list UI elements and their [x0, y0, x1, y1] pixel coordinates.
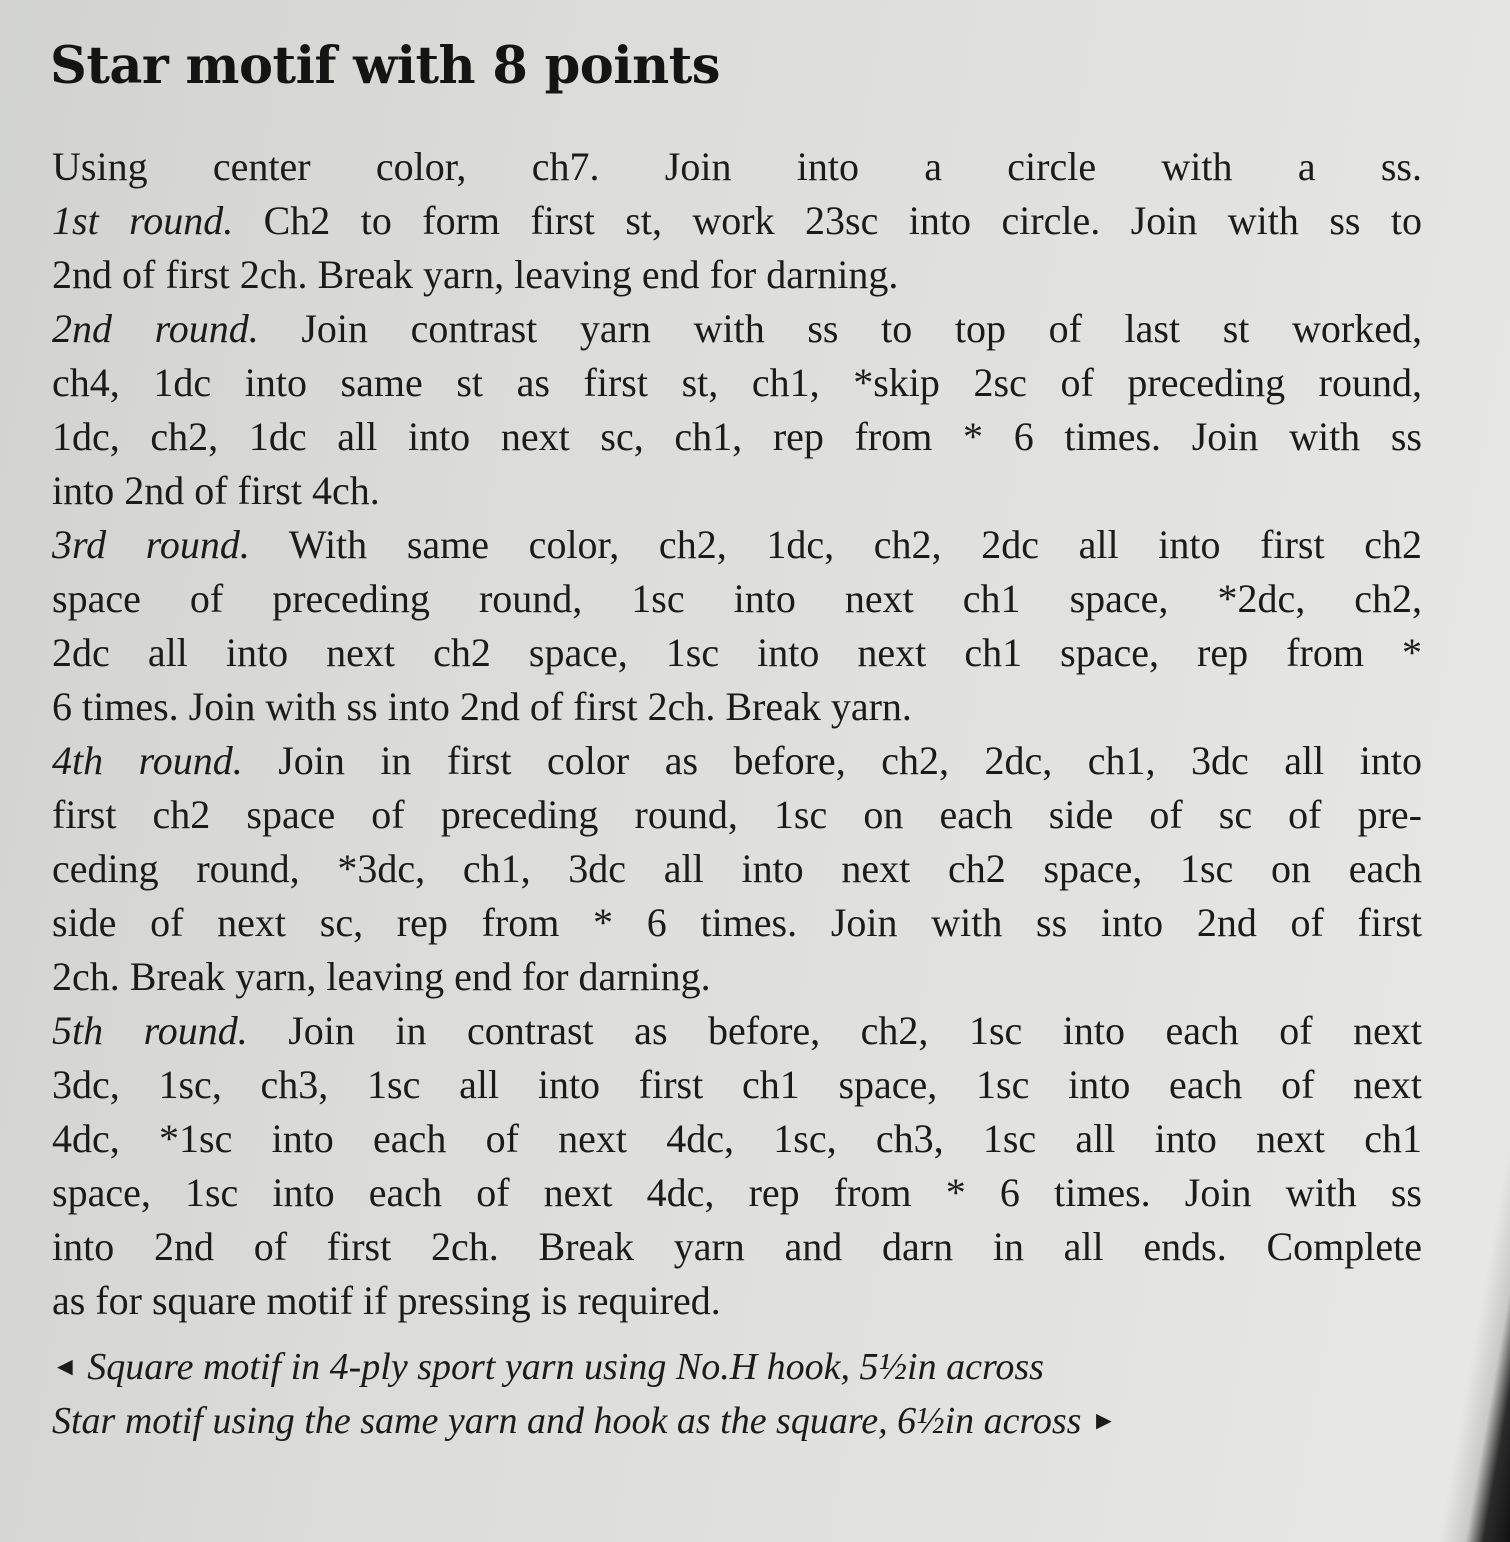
- star-motif-caption: [52, 1394, 1352, 1448]
- square-caption-text: Square motif in 4-ply sport yarn using No.H hook, 5½in across: [87, 1346, 1044, 1388]
- round-5-line-5: into 2nd of first 2ch. Break yarn and darn in all ends. Complete: [52, 1224, 1422, 1269]
- round-2-text-1: Join contrast yarn with ss to top of last st worked,: [258, 306, 1422, 351]
- round-4-line-5: 2ch. Break yarn, leaving end for darning.: [52, 954, 711, 999]
- round-2-line-1: [52, 302, 1422, 356]
- round-3-label: 3rd round.: [52, 522, 250, 567]
- round-1-text-1: Ch2 to form first st, work 23sc into circle. Join with ss to: [233, 198, 1423, 243]
- star-caption-text: Star motif using the same yarn and hook as the square, 6½in across: [52, 1400, 1082, 1442]
- page-title: Star motif with 8 points: [50, 36, 720, 96]
- round-5-line-3: 4dc, *1sc into each of next 4dc, 1sc, ch3, 1sc all into next ch1: [52, 1116, 1422, 1161]
- round-5-line-4: space, 1sc into each of next 4dc, rep from * 6 times. Join with ss: [52, 1170, 1422, 1215]
- round-3-line-3: 2dc all into next ch2 space, 1sc into next ch1 space, rep from *: [52, 630, 1422, 675]
- round-4-label: 4th round.: [52, 738, 243, 783]
- round-3-line-1: [52, 518, 1422, 572]
- round-5-line-6: as for square motif if pressing is required.: [52, 1278, 721, 1323]
- photo-captions: [52, 1340, 1352, 1448]
- round-5-label: 5th round.: [52, 1008, 248, 1053]
- left-arrow-icon: ◄: [52, 1352, 78, 1382]
- round-1-line-1: [52, 194, 1422, 248]
- round-1-label: 1st round.: [52, 198, 234, 243]
- round-1-line-2: 2nd of first 2ch. Break yarn, leaving end for darning.: [52, 252, 899, 297]
- right-arrow-icon: ►: [1090, 1406, 1117, 1436]
- round-5-line-2: 3dc, 1sc, ch3, 1sc all into first ch1 space, 1sc into each of next: [52, 1062, 1422, 1107]
- round-4-line-2: first ch2 space of preceding round, 1sc on each side of sc of pre-: [52, 792, 1422, 837]
- round-5-line-1: [52, 1004, 1422, 1058]
- round-4-line-4: side of next sc, rep from * 6 times. Join with ss into 2nd of first: [52, 900, 1422, 945]
- instructions: [52, 140, 1422, 1328]
- round-4-line-1: [52, 734, 1422, 788]
- round-5-text-1: Join in contrast as before, ch2, 1sc into each of next: [247, 1008, 1422, 1053]
- round-2-label: 2nd round.: [52, 306, 259, 351]
- square-motif-caption: [52, 1340, 1352, 1394]
- round-3-text-1: With same color, ch2, 1dc, ch2, 2dc all into first ch2: [249, 522, 1423, 567]
- intro-line: Using center color, ch7. Join into a circle with a ss.: [52, 144, 1422, 189]
- round-2-line-4: into 2nd of first 4ch.: [52, 468, 380, 513]
- round-2-line-3: 1dc, ch2, 1dc all into next sc, ch1, rep from * 6 times. Join with ss: [52, 414, 1422, 459]
- round-4-text-1: Join in first color as before, ch2, 2dc, ch1, 3dc all into: [242, 738, 1422, 783]
- round-4-line-3: ceding round, *3dc, ch1, 3dc all into next ch2 space, 1sc on each: [52, 846, 1422, 891]
- round-3-line-2: space of preceding round, 1sc into next ch1 space, *2dc, ch2,: [52, 576, 1422, 621]
- round-2-line-2: ch4, 1dc into same st as first st, ch1, *skip 2sc of preceding round,: [52, 360, 1422, 405]
- round-3-line-4: 6 times. Join with ss into 2nd of first 2ch. Break yarn.: [52, 684, 912, 729]
